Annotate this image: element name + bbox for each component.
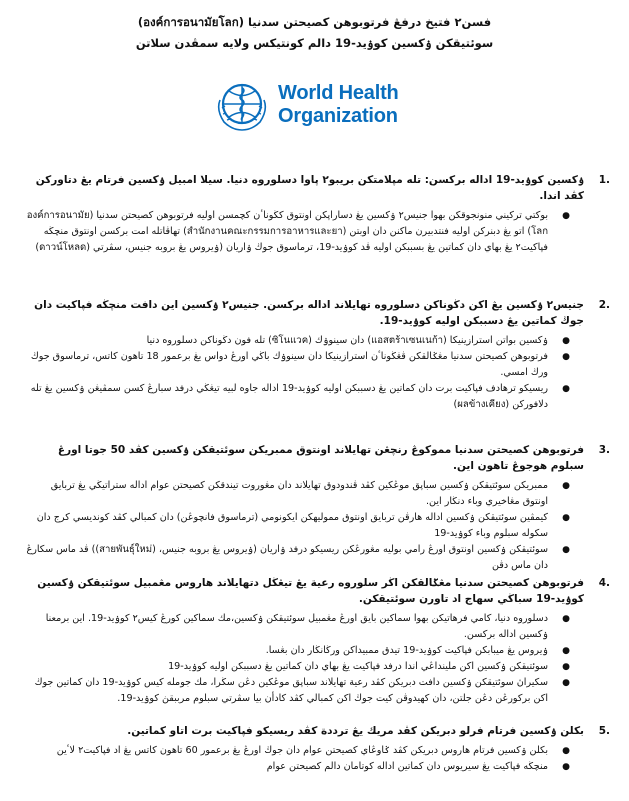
section-heading: 2. جنيس٢ ۏكسين يڠ اكن دڬوناكن دسلوروه تهايلاند اداله بركسن. جنيس٢ ۏكسين اين دافت منچڬه فڽاكيت دان جوڬ كماتين يڠ دسببكن اوليه كوۏيد-19. <box>34 299 610 327</box>
list-item: ● ۏيروس يڠ ميبابكن فڽاكيت كوۏيد-19 تيدق ممبيداكن ورڬانڬار دان بڠسا. <box>265 645 570 656</box>
header-line-1: فسن٢ فتيخ درفڠ فرتوبوهن كصيحتن سدنيا (องค์การอนามัยโลก) <box>137 15 492 29</box>
list-item: ● ممبريكن سوئتيقكن ۏكسين سباڽق موڠكين كڤد ڤندودوق تهايلاند دان مڠوروت تيندقكن كصيحتن عوام اداله ستراتيڬي يڠ تربايق اونتوق مڠاخيري وباء دنڬار اين. <box>50 480 570 507</box>
list-item: ● دسلوروه دنيا، كامي فرهاتيكن بهوا سماكين بايق اورڠ مڠمبيل سوئتيقكن ۏكسين،مك سماكين كورڠ كيس٢ كوۏيد-19. اين برمعنا ۏكسين اداله بركسن. <box>45 613 570 640</box>
header-line-2: سوئتيقكن ۏكسين كوۏيد-19 دالم كونتيكس ولايه سمڤدن سلاتن <box>135 36 494 50</box>
who-logo <box>210 78 420 132</box>
section-1 <box>24 172 610 256</box>
bullet-list <box>24 743 610 775</box>
bullet-list <box>24 333 610 413</box>
section-heading: 1. ۏكسين كوۏيد-19 اداله بركسن: تله مڽلامتكن بريبو٢ ڽاوا دسلوروه دنيا. سيلا امبيل ۏكسين فرتام يڠ دتاورکن كڤد اندا. <box>35 174 610 202</box>
bullet-list <box>24 611 610 707</box>
section-heading: 3. فرتوبوهن كصيحتن سدنيا مموکوڠ رنچڠن تهايلاند اونتوق ممبريكن سوئتيقكن ۏكسين كڤد 50 جوتا اورڠ سبلوم هوجوڠ تاهون اين. <box>57 444 610 472</box>
list-item: ● فرتوبوهن كصيحتن سدنيا مڠݢالقكن ڤڠڬوناٴن استرازينيكا دان سينوۏك باڬي اورڠ دواس يڠ برعمور 18 تاهون كاتس، ترماسوق جوڬ ورڬ امسي. <box>30 351 570 378</box>
list-item: ● بكلن ۏكسين فرتام هاروس دبريكن كڤد ݢاوڠاي كصيحتن عوام دان جوڬ اورڠ يڠ برعمور 60 تاهون كاتس يڠ اد فڽاكيت٢ لاٴين <box>56 745 570 756</box>
bullet-list <box>24 478 610 574</box>
list-item: ● ۏكسين بواتن استرازينيكا (แอสตร้าเซนเนก้า) دان سينوۏك (ซิโนแวค) تله فون دڬوناكن دسلوروه دنيا <box>146 335 570 346</box>
section-4 <box>24 575 610 707</box>
list-item: ● سوئتيقكن ۏكسين اونتوق اورڠ رامي بوليه مڠورڠكن ريسيكو درفد ۏاريان (ۏيروس يڠ بروبه جنيس، (สายพันธุ์ใหม่)) ڤد ماس سكارڠ دان ماس دڤن <box>26 544 570 571</box>
list-item: ● ريسيكو ترهادف فڽاكيت برت دان كماتين يڠ دسببكن اوليه كوۏيد-19 اداله جاوه لبيه تيڠڬي درفد سبارڠ كسن سمڤيڠن ۏكسين يڠ تله دلافوركن (ผลข้างเคียง) <box>30 383 570 410</box>
who-emblem-icon <box>212 78 272 134</box>
document-header <box>0 12 629 54</box>
list-item: ● سوئتيقكن ۏكسين اكن ملينداڠي اندا درفد فڽاكيت يڠ بهاي دان كماتين يڠ دسببكن اوليه كوۏيد-19 <box>168 661 570 672</box>
section-2 <box>24 297 610 413</box>
section-heading: 5. بكلن ۏكسين فرتام فرلو دبريكن كڤد مريك يڠ ترددة كڤد ريسيكو فڽاكيت برت اتاو كماتين. <box>127 725 610 737</box>
list-item: ● منچڬه فڽاكيت يڠ سيريوس دان كماتين اداله كوتامان دالم كصيحتن عوام <box>266 761 570 772</box>
list-item: ● كيمڤين سوئتيقكن ۏكسين اداله هارڤن تربايق اونتوق مموليهكن ايكونومي (ترماسوق فانچوڠن) دان كمبالي كڤد كونديسي كرج دان سكوله سبلوم وباء كوۏيد-19 <box>36 512 570 539</box>
section-3 <box>24 442 610 574</box>
list-item: ● سكيراڽ سوئتيقكن ۏكسين دافت دبريكن كڤد رعية تهايلاند سباڽق موڠكين دڠن سڬرا، مك جومله كيس كوۏيد-19 دان كماتين جوڬ اكن بركورڠن دڠن جلتن، دان كهيدوڤن كيت جوڬ اكن كمبالي كڤد كادأن بيا سڤرتي سبلوم مرببقڽ كوۏيد-19. <box>34 677 570 704</box>
section-heading: 4. فرتوبوهن كصيحتن سدنيا مڠݢالقكن اڬر سلوروه رعية يڠ تيڠڬل دتهايلاند هاروس مڠمبيل سوئتيقكن ۏكسين كوۏيد-19 سباڬي سهاج اد تاورن سوئتيقكن. <box>37 577 610 605</box>
who-wordmark: World Health Organization <box>278 82 399 127</box>
section-5 <box>24 723 610 775</box>
list-item: ● بوكتي تركيني منونجوقكن بهوا جنيس٢ ۏكسين يڠ دساراڽكن اونتوق كڬوناٴن كچمسن اوليه فرتوبوهن كصيحتن سدنيا (องค์การอนามัยโลก) اتو يڠ دبنركن اوليه فنتدبيرن ماكنن دان اوبتن (สำนักงานคณะกรรมการอาหารและยา) تهاڤاتله امت بركسن اونتوق منچڬه فڽاكيت٢ يڠ بهاي دان كماتين يڠ بسببكن اوليه ڤد كوۏيد-19، ترماسوق جوڬ ۏاريان (ۏيروس يڠ بروبه جنيس، سڤرتي (ดาวน์โหลด) <box>26 210 570 253</box>
bullet-list <box>24 208 610 256</box>
